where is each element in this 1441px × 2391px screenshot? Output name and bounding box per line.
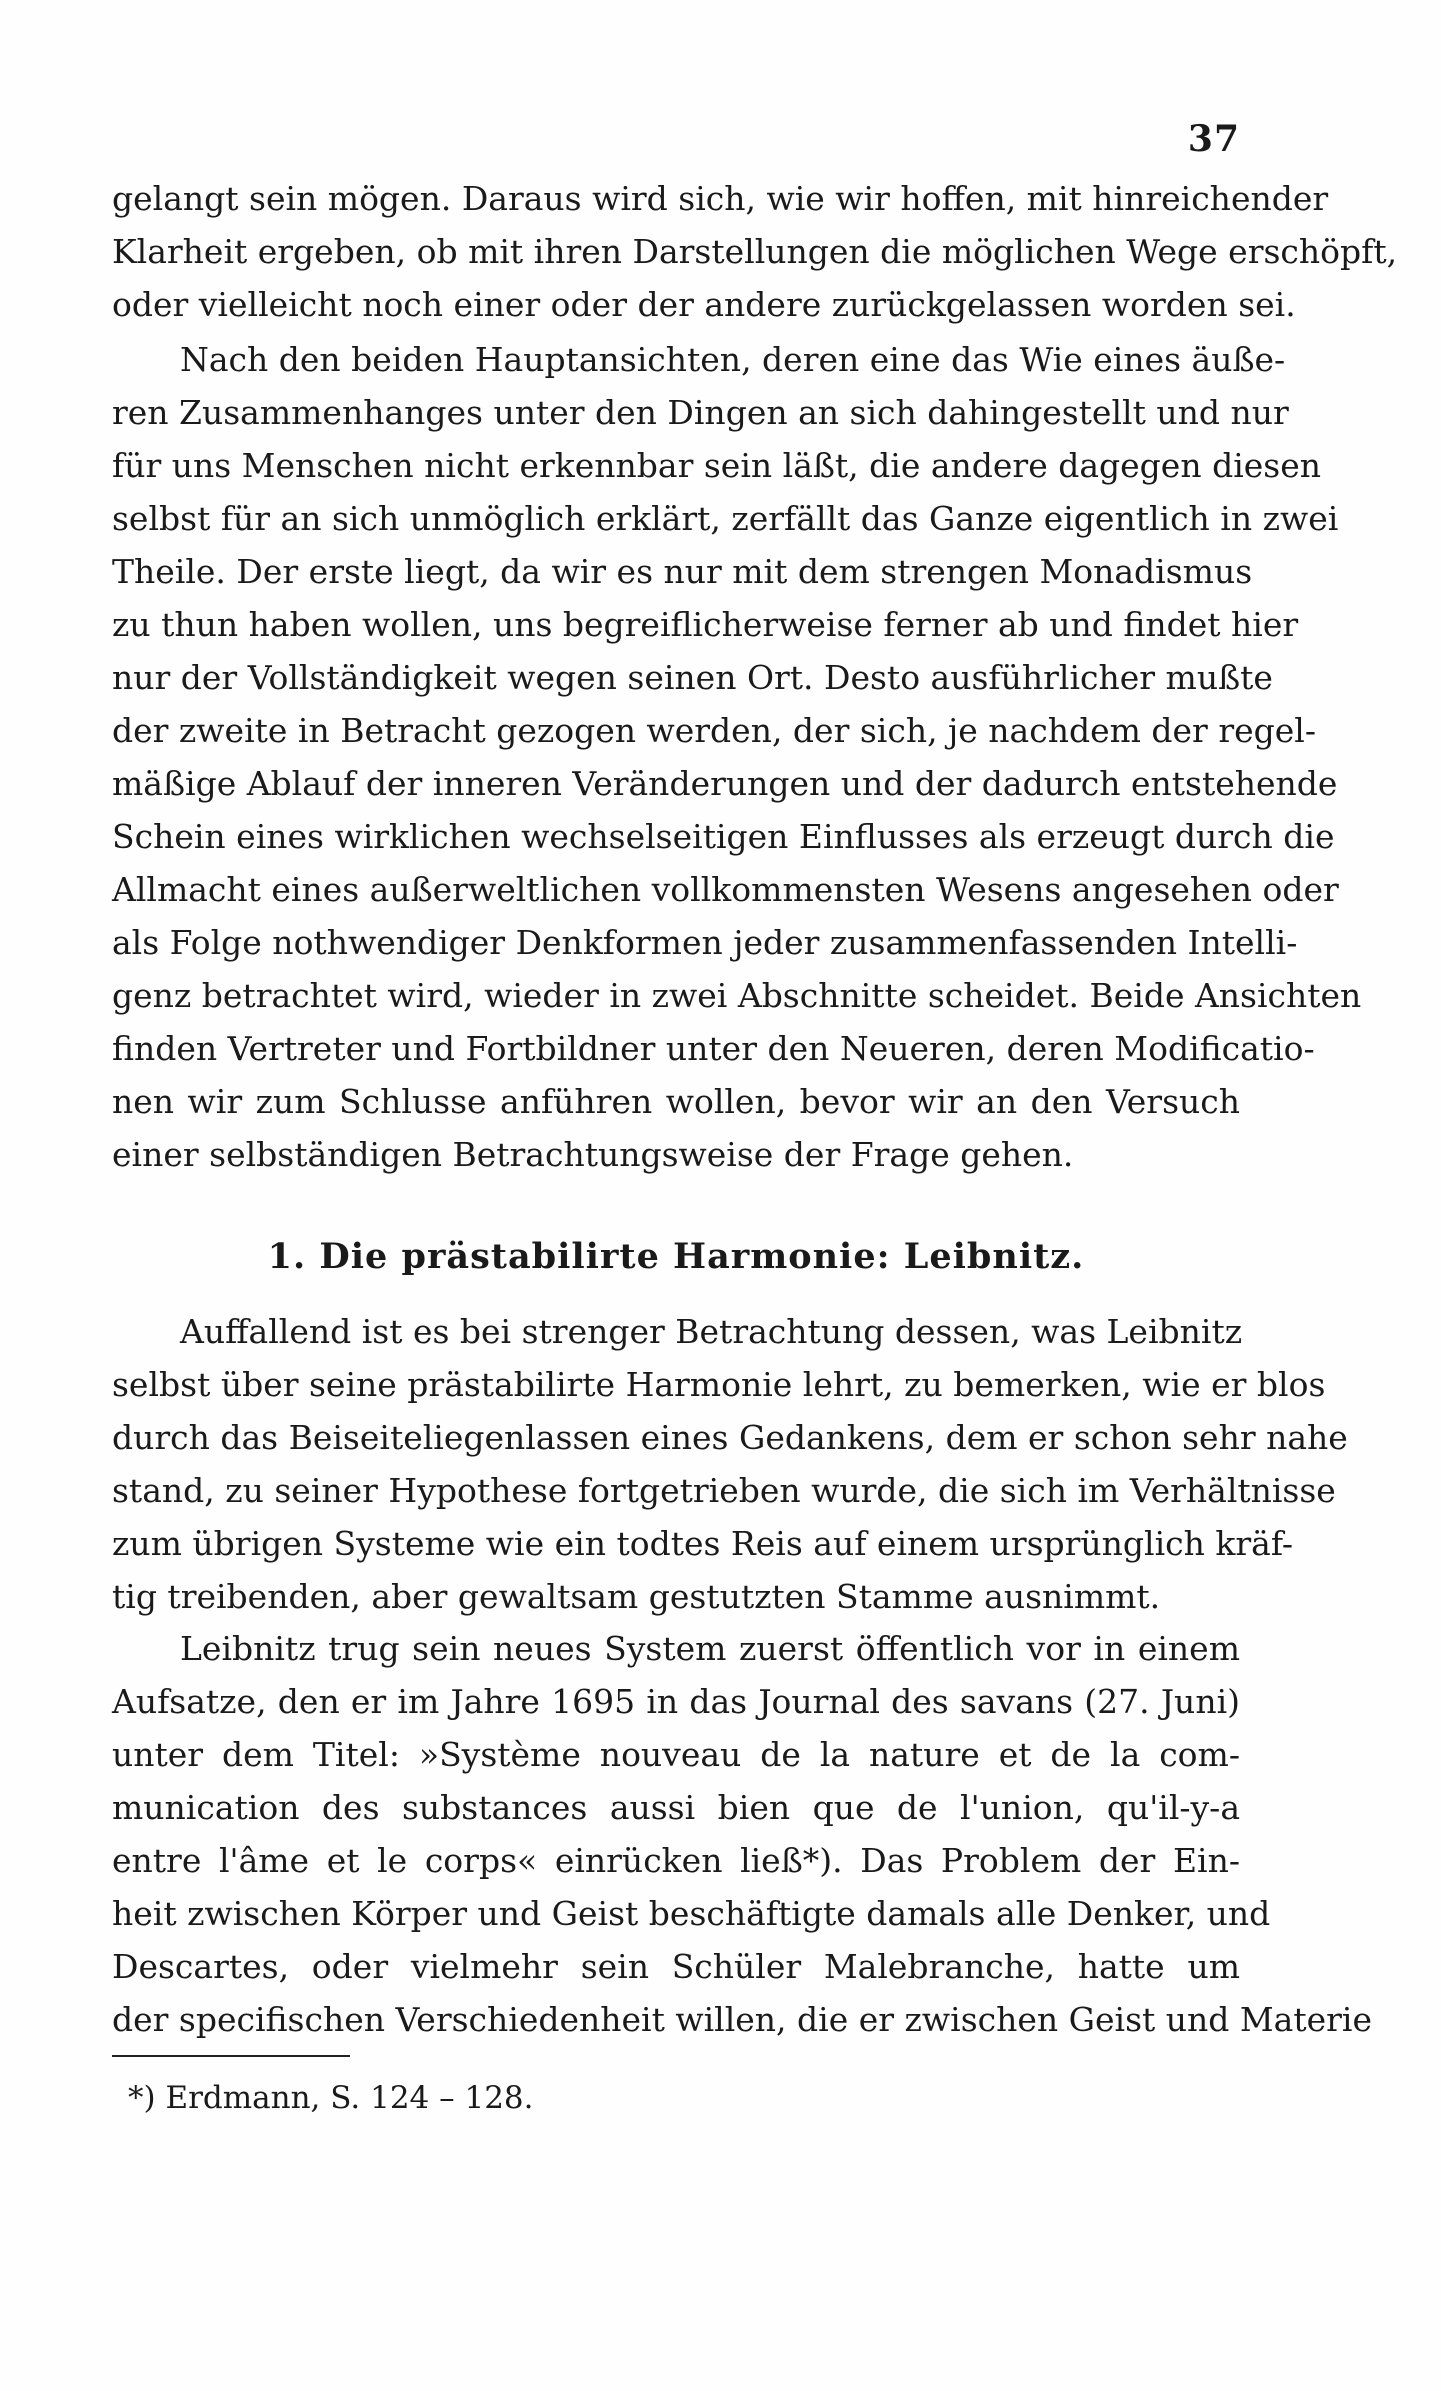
footnote-divider <box>112 2055 350 2057</box>
text-line: tig treibenden, aber gewaltsam gestutzten Stamme ausnimmt. <box>112 1577 1161 1616</box>
text-line: einer selbständigen Betrachtungsweise der Frage gehen. <box>112 1135 1074 1174</box>
text-line: für uns Menschen nicht erkennbar sein läßt, die andere dagegen diesen <box>112 446 1321 485</box>
text-line: oder vielleicht noch einer oder der andere zurückgelassen worden sei. <box>112 285 1296 324</box>
text-line: nur der Vollständigkeit wegen seinen Ort. Desto ausführlicher mußte <box>112 658 1273 697</box>
section-heading: 1. Die prästabilirte Harmonie: Leibnitz. <box>267 1236 1085 1277</box>
text-line: zum übrigen Systeme wie ein todtes Reis auf einem ursprünglich kräf- <box>112 1524 1294 1563</box>
text-line: entre l'âme et le corps« einrücken ließ*). Das Problem der Ein- <box>112 1841 1240 1880</box>
page-number: 37 <box>1187 118 1240 160</box>
text-line: der zweite in Betracht gezogen werden, der sich, je nachdem der regel- <box>112 711 1316 750</box>
text-line: Nach den beiden Hauptansichten, deren eine das Wie eines äuße- <box>180 340 1286 379</box>
text-line: Auffallend ist es bei strenger Betrachtung dessen, was Leibnitz <box>180 1312 1243 1351</box>
text-line: der specifischen Verschiedenheit willen, die er zwischen Geist und Materie <box>112 2000 1373 2039</box>
paragraph-main-views <box>112 333 1362 1181</box>
paragraph-leibnitz-system <box>112 1622 1373 2046</box>
text-line: unter dem Titel: »Système nouveau de la nature et de la com- <box>112 1735 1240 1774</box>
text-line: nen wir zum Schlusse anführen wollen, bevor wir an den Versuch <box>112 1082 1240 1121</box>
text-line: Leibnitz trug sein neues System zuerst öffentlich vor in einem <box>180 1629 1240 1668</box>
text-line: Theile. Der erste liegt, da wir es nur mit dem strengen Monadismus <box>112 552 1253 591</box>
text-line: zu thun haben wollen, uns begreiflicherweise ferner ab und findet hier <box>112 605 1299 644</box>
text-line: finden Vertreter und Fortbildner unter den Neueren, deren Modificatio- <box>112 1029 1315 1068</box>
footnote: *) Erdmann, S. 124 – 128. <box>128 2080 534 2116</box>
text-line: Schein eines wirklichen wechselseitigen Einflusses als erzeugt durch die <box>112 817 1335 856</box>
text-line: gelangt sein mögen. Daraus wird sich, wie wir hoffen, mit hinreichender <box>112 179 1329 218</box>
text-line: Allmacht eines außerweltlichen vollkommensten Wesens angesehen oder <box>112 870 1339 909</box>
text-line: genz betrachtet wird, wieder in zwei Abschnitte scheidet. Beide Ansichten <box>112 976 1362 1015</box>
text-line: durch das Beiseiteliegenlassen eines Gedankens, dem er schon sehr nahe <box>112 1418 1348 1457</box>
text-line: selbst über seine prästabilirte Harmonie lehrt, zu bemerken, wie er blos <box>112 1365 1326 1404</box>
text-line: ren Zusammenhanges unter den Dingen an sich dahingestellt und nur <box>112 393 1289 432</box>
text-line: Aufsatze, den er im Jahre 1695 in das Journal des savans (27. Juni) <box>112 1682 1240 1721</box>
paragraph-leibnitz-intro <box>112 1305 1348 1623</box>
text-line: Klarheit ergeben, ob mit ihren Darstellungen die möglichen Wege erschöpft, <box>112 232 1398 271</box>
text-line: selbst für an sich unmöglich erklärt, zerfällt das Ganze eigentlich in zwei <box>112 499 1339 538</box>
text-line: heit zwischen Körper und Geist beschäftigte damals alle Denker, und <box>112 1894 1271 1933</box>
text-line: munication des substances aussi bien que de l'union, qu'il-y-a <box>112 1788 1240 1827</box>
paragraph-continuation <box>112 172 1398 331</box>
text-line: Descartes, oder vielmehr sein Schüler Malebranche, hatte um <box>112 1947 1240 1986</box>
text-line: mäßige Ablauf der inneren Veränderungen und der dadurch entstehende <box>112 764 1338 803</box>
text-line: stand, zu seiner Hypothese fortgetrieben wurde, die sich im Verhältnisse <box>112 1471 1336 1510</box>
text-line: als Folge nothwendiger Denkformen jeder zusammenfassenden Intelli- <box>112 923 1298 962</box>
